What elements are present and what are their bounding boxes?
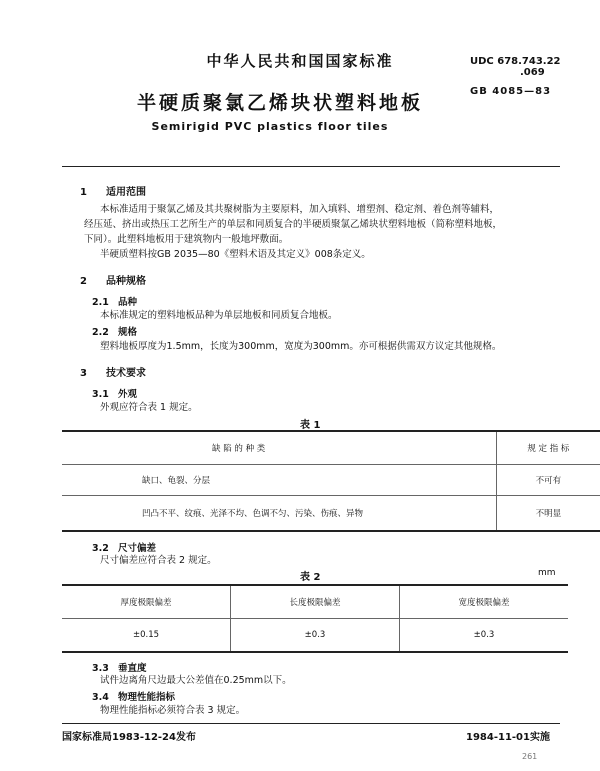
effective-date: 1984-11-01实施 [466, 732, 550, 743]
subsection-title: 尺寸偏差 [118, 543, 157, 554]
column-header-thickness-deviation: 厚度极限偏差 [62, 585, 231, 619]
subsection-3-3-heading [92, 660, 147, 674]
subsection-2-1-text: 本标准规定的塑料地板品种为单层地板和同质复合地板。 [100, 310, 338, 321]
subsection-number: 2.2 [92, 327, 109, 338]
english-title: Semirigid PVC plastics floor tiles [151, 120, 389, 133]
subsection-number: 3.1 [92, 389, 109, 400]
document-title: 半硬质聚氯乙烯块状塑料地板 [136, 92, 423, 114]
section-3-heading [80, 364, 146, 379]
section-number: 1 [80, 187, 87, 198]
width-deviation-value: ±0.3 [400, 619, 569, 653]
section-title: 品种规格 [106, 276, 146, 287]
section-1-heading [80, 183, 146, 198]
s1-para-line-1: 本标准适用于聚氯乙烯及其共聚树脂为主要原料，加入填料、增塑剂、稳定剂、着色剂等辅料， [100, 204, 500, 215]
subsection-2-2-heading [92, 324, 137, 338]
table-2 [62, 584, 568, 653]
s1-para-line-2: 经压延、挤出或热压工艺所生产的单层和同质复合的半硬质聚氯乙烯块状塑料地板（简称塑料地板， [84, 219, 503, 230]
table-1-caption: 表 1 [300, 420, 321, 431]
section-title: 技术要求 [106, 368, 146, 379]
s1-para-line-3: 下同）。此塑料地板用于建筑物内一般地坪敷面。 [84, 234, 289, 245]
specification-cell: 不可有 [496, 465, 600, 496]
length-deviation-value: ±0.3 [231, 619, 400, 653]
subsection-2-2-text: 塑料地板厚度为1.5mm，长度为300mm，宽度为300mm。亦可根据供需双方议定其他规格。 [100, 341, 502, 352]
subsection-3-4-text: 物理性能指标必须符合表 3 规定。 [100, 705, 246, 716]
section-title: 适用范围 [106, 187, 146, 198]
subsection-number: 3.3 [92, 663, 109, 674]
specification-cell: 不明显 [496, 496, 600, 532]
table-2-unit: mm [538, 568, 556, 578]
table-header-row [62, 431, 600, 465]
subsection-number: 3.2 [92, 543, 109, 554]
subsection-title: 外观 [118, 389, 138, 400]
table-header-row [62, 585, 568, 619]
issuing-authority: 中华人民共和国国家标准 [206, 52, 394, 70]
udc-line-2: .069 [520, 67, 545, 78]
udc-line-1: UDC 678.743.22 [470, 56, 561, 67]
table-row [62, 619, 568, 653]
subsection-number: 2.1 [92, 297, 109, 308]
table-row [62, 496, 600, 532]
subsection-title: 物理性能指标 [118, 692, 176, 703]
section-number: 3 [80, 368, 87, 379]
table-row [62, 465, 600, 496]
subsection-2-1-heading [92, 294, 137, 308]
s1-para-2: 半硬质塑料按GB 2035—80《塑料术语及其定义》008条定义。 [100, 249, 371, 260]
table-2-caption: 表 2 [300, 572, 321, 583]
thickness-deviation-value: ±0.15 [62, 619, 231, 653]
section-2-heading [80, 272, 146, 287]
column-header-length-deviation: 长度极限偏差 [231, 585, 400, 619]
defect-type-cell: 凹凸不平、纹痕、光泽不均、色调不匀、污染、伤痕、异物 [62, 496, 496, 532]
subsection-3-3-text: 试件边离角尺边最大公差值在0.25mm以下。 [100, 675, 292, 686]
subsection-3-2-heading [92, 540, 156, 554]
subsection-title: 垂直度 [118, 663, 147, 674]
subsection-3-1-text: 外观应符合表 1 规定。 [100, 402, 198, 413]
column-header-specification: 规 定 指 标 [496, 431, 600, 465]
subsection-3-4-heading [92, 689, 175, 703]
page-number: 261 [522, 752, 538, 761]
column-header-width-deviation: 宽度极限偏差 [400, 585, 569, 619]
header-rule [62, 166, 560, 167]
issue-date: 国家标准局1983-12-24发布 [62, 732, 196, 743]
udc-code [470, 56, 561, 78]
subsection-title: 品种 [118, 297, 138, 308]
subsection-number: 3.4 [92, 692, 109, 703]
standard-number: GB 4085—83 [470, 86, 552, 97]
subsection-3-2-text: 尺寸偏差应符合表 2 规定。 [100, 555, 217, 566]
subsection-3-1-heading [92, 386, 137, 400]
section-number: 2 [80, 276, 87, 287]
footer-rule [62, 723, 560, 724]
column-header-defect-type: 缺 陷 的 种 类 [62, 431, 496, 465]
table-1 [62, 430, 600, 532]
defect-type-cell: 缺口、龟裂、分层 [62, 465, 496, 496]
subsection-title: 规格 [118, 327, 138, 338]
